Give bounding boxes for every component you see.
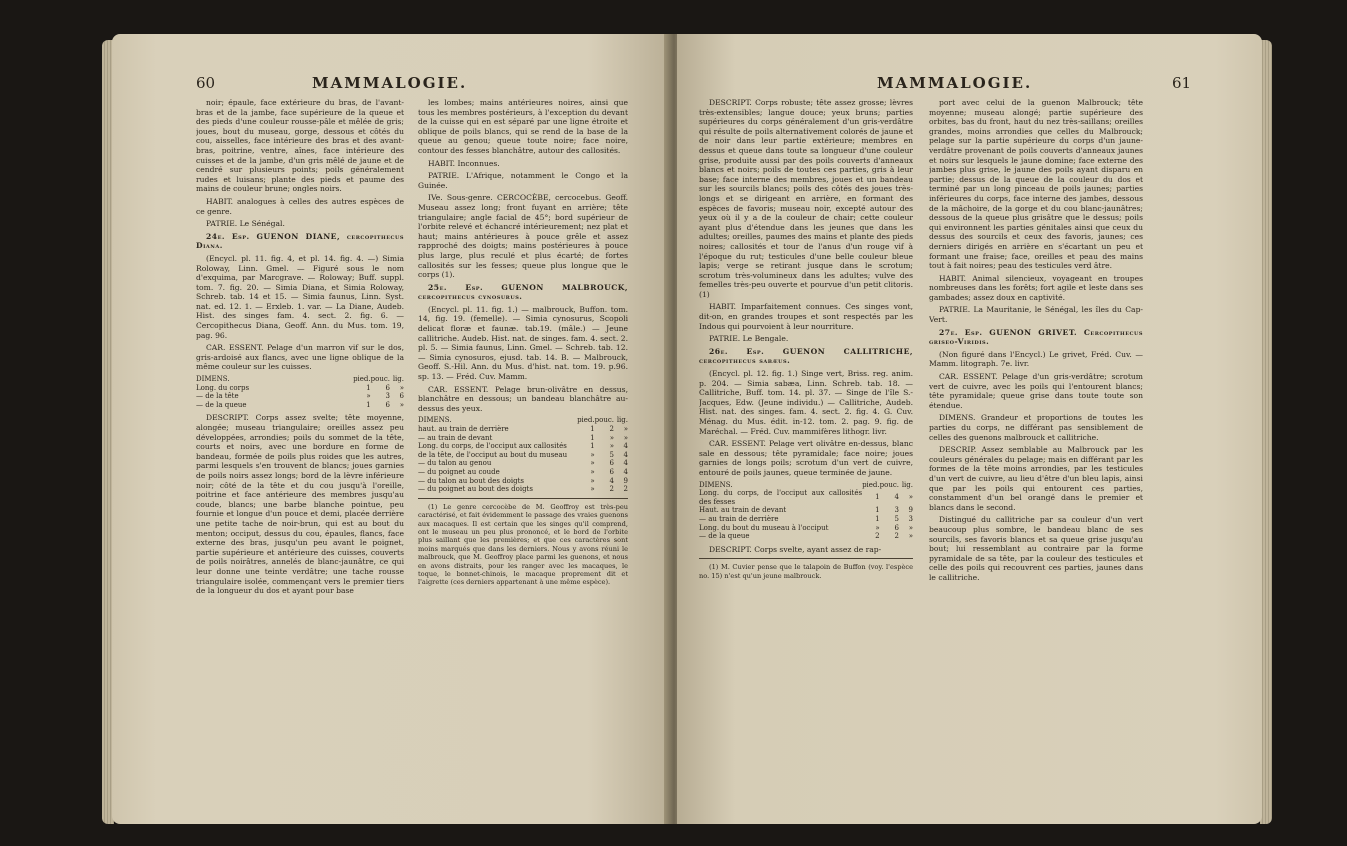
dims-head: pouc. <box>370 375 390 384</box>
open-book <box>112 34 1262 834</box>
paragraph: DESCRIP. Assez semblable au Malbrouck par les couleurs générales du pelage; mais en différant par les formes de la tête moins arrondies, par les testicules d'un vert de cuivre, au lieu d'être d'un bleu lapis, ainsi que par les poils qui entourent ces parties, constamment d'un bel orangé dans le premier et blancs dans le second. <box>929 445 1143 512</box>
page-number-left: 60 <box>196 74 216 92</box>
dims-head: pied. <box>577 416 595 425</box>
table-row: Haut. au train de devant 1 3 9 <box>699 506 913 515</box>
dims-head: pouc. <box>594 416 614 425</box>
paragraph: DESCRIPT. Corps assez svelte; tête moyenne, alongée; museau triangulaire; oreilles assez peu développées, arrondies; poils du sommet de la tête, courts et noirs, avec une bordure en forme de bandeau, formée de poils plus roides que les autres, parmi lesquels s'en trouvent de blancs; joues garnies de poils noirs assez longs; bord de la lèvre inférieure noir; côté de la tête et du cou jusqu'à l'oreille, poitrine et face antérieure des membres jusqu'au coude, blancs; une barbe blanche pointue, peu fournie et longue d'un pouce et demi, placée derrière une petite tache de noir-brun, qui est au bout du menton; occiput, dessus du cou, épaules, flancs, face externe des bras, jusqu'un peu avant le poignet, partie supérieure et antérieure des cuisses, couverts de poils noirâtres, annelés de blanc-jaunâtre, ce qui leur donne une teinte verdâtre; une tache rousse triangulaire isolée, commençant vers le premier tiers de la longueur du dos et ayant pour base <box>196 413 404 596</box>
table-row: — du poignet au coude » 6 4 <box>418 467 628 476</box>
paragraph: (Encycl. pl. 11. fig. 1.) — malbrouck, Buffon. tom. 14, fig. 19. (femelle). — Simia cynosurus, Scopoli delicat floræ et faunæ. tab.19. (mâle.) — Jeune callitriche. Audeb. Hist. nat. de singes. fam. 4. sect. 2. pl. 5. — Simia faunus, Linn. Gmel. — Schreb. tab. 12. — Simia cynosuros, ejusd. tab. 14. B. — Malbrouck, Geoff. S.-Hil. Ann. du Mus. d'hist. nat. tom. 19. p.96. sp. 13. — Fréd. Cuv. Mamm. <box>418 304 628 382</box>
paragraph: HABIT. analogues à celles des autres espèces de ce genre. <box>196 196 404 216</box>
paragraph: port avec celui de la guenon Malbrouck; tête moyenne; museau alongé; partie supérieure des orbites, bas du front, haut du nez très-saillans; oreilles grandes, moins arrondies que celles du Malbrouck; pelage sur la partie supérieure du corps d'un jaune-verdâtre provenant de poils couverts d'anneaux jaunes et noirs sur lesquels le jaune domine; face externe des jambes plus grise, le jaune des poils ayant disparu en partie; dessus de la queue de la couleur du dos et terminé par un long pinceau de poils jaunes; parties inférieures du corps, face interne des jambes, dessous de la mâchoire, de la gorge et du cou blanc-jaunâtres; dessous de la queue plus grisâtre que le dessus; poils qui environnent les parties génitales ainsi que ceux du dessus des sourcils et ceux des favoris, jaunes; ces derniers dirigés en arrière en s'écartant un peu et formant une fraise; face, oreilles et peau des mains tout à fait noires; peau des testicules verd âtre. <box>929 98 1143 271</box>
table-row: — de la queue 1 6 » <box>196 400 404 409</box>
paragraph: HABIT. Imparfaitement connues. Ces singes vont, dit-on, en grandes troupes et sont respectés par les Indous qui pourvoient à leur nourriture. <box>699 302 913 331</box>
paragraph: (Encycl. pl. 11. fig. 4, et pl. 14. fig. 4. —) Simia Roloway, Linn. Gmel. — Figuré sous le nom d'exquima, par Marcgrave. — Roloway; Buff. suppl. tom. 7. fig. 20. — Simia Diana, et Simia Roloway, Schreb. tab. 14 et 15. — Simia faunus, Linn. Syst. nat. ed. 12. 1. — Erxleb. 1. var. — La Diane, Audeb. Hist. des singes fam. 4. sect. 2. fig. 6. — Cercopithecus Diana, Geoff. Ann. du Mus. tom. 19, pag. 96. <box>196 253 404 340</box>
paragraph: noir; épaule, face extérieure du bras, de l'avant-bras et de la jambe, face supérieure de la queue et des pieds d'une couleur rousse-pâle et mêlée de gris; joues, bout du museau, gorge, dessous et côtés du cou, aisselles, face intérieure des bras et des avant-bras, poitrine, ventre, aînes, face intérieure des cuisses et de la jambe, d'un gris mêlé de jaune et de cendré sur plusieurs points; poils généralement rudes et luisans; plante des pieds et paume des mains de couleur brune; ongles noirs. <box>196 98 404 194</box>
table-row: — de la queue 2 2 » <box>699 532 913 541</box>
paragraph: DESCRIPT. Corps svelte, ayant assez de rap- <box>709 544 882 554</box>
species-heading: 27e. Esp. GUENON GRIVET. Cercopithecus griseo-Viridis. <box>929 327 1143 347</box>
running-header-left: MAMMALOGIE. <box>312 74 468 92</box>
paragraph: CAR. ESSENT. Pelage d'un gris-verdâtre; scrotum vert de cuivre, avec les poils qui l'entourent blancs; tête pyramidale; queue grise dans toute toute son étendue. <box>929 372 1143 410</box>
paragraph: HABIT. Animal silencieux, voyageant en troupes nombreuses dans les forêts; fort agile et leste dans ses gambades; assez doux en captivité. <box>929 273 1143 302</box>
paragraph: PATRIE. Le Sénégal. <box>206 219 285 229</box>
footnote: (1) M. Cuvier pense que le talapoin de Buffon (voy. l'espèce no. 15) n'est qu'un jeune malbrouck. <box>699 563 913 580</box>
footnote: (1) Le genre cercocèbe de M. Geoffroy est très-peu caractérisé, et fait évidemment le passage des vraies guenons aux macaques. Il est certain que les singes qu'il comprend, ont le museau un peu plus prononcé, et le bord de l'orbite plus saillant que les premières; et que ces caractères sont moins marqués que dans les derniers. Nous y avons réuni le malbrouck, que M. Geoffroy place parmi les guenons, et nous en avons distraits, pour les ranger avec les macaques, le toque, le bonnet-chinois, le macaque proprement dit et l'aigrette (ces derniers appartenant à une même espèce). <box>418 502 628 587</box>
table-row: — du talon au bout des doigts » 4 9 <box>418 476 628 485</box>
footnote-rule <box>699 558 913 559</box>
table-row: Long. du corps 1 6 » <box>196 383 404 392</box>
dims-head: lig. <box>616 416 628 425</box>
dimensions-table <box>699 481 913 541</box>
table-row: de la tête, de l'occiput au bout du museau » 5 4 <box>418 450 628 459</box>
paragraph: les lombes; mains antérieures noires, ainsi que tous les membres postérieurs, à l'exception du devant de la cuisse qui en est séparé par une ligne étroite et oblique de poils blancs, qui se rend de la base de la queue au genou; queue toute noire; face noire, contour des fesses blanchâtre, autour des callosités. <box>418 98 628 155</box>
subgenus-heading: IVe. Sous-genre. CERCOCÈBE, cercocebus. Geoff. Museau assez long; front fuyant en arrière; tête triangulaire; angle facial de 45°; bord supérieur de l'orbite relevé et échancré intérieurement; nez plat et haut; mains antérieures à pouce grêle et assez rapproché des doigts; mains postérieures à pouce plus large, plus reculé et plus écarté; de fortes callosités sur les fesses; queue plus longue que le corps (1). <box>418 193 628 280</box>
dims-head: pied. <box>353 375 371 384</box>
dims-head: lig. <box>392 375 404 384</box>
dims-label: DIMENS. <box>699 480 733 489</box>
dims-head: pied. <box>862 480 880 489</box>
paragraph: DESCRIPT. Corps robuste; tête assez grosse; lèvres très-extensibles; langue douce; yeux bruns; parties supérieures du corps généralement d'un gris-verdâtre qui résulte de poils alternativement colorés de jaune et de noir dans leur partie extérieure; membres en dessus et queue dans toute sa longueur d'une couleur grise, produite aussi par des poils couverts d'anneaux blancs et noirs; poils de toutes ces parties, gris à leur base; face interne des membres, joues et un bandeau sur les sourcils blancs; poils des côtés des joues très-longs et se dirigeant en arrière, en formant des espèces de favoris; museau noir, excepté autour des yeux où il y a de la couleur de chair; cette couleur ayant plus d'étendue dans les jeunes que dans les adultes; oreilles, paumes des mains et plante des pieds noires; callosités et tour de l'anus d'un rouge vif à l'époque du rut; testicules d'une belle couleur bleue lapis; verge se retirant jusque dans le scrotum; scrotum très-volumineux dans les adultes; vulve des femelles très-peu ouverte et pourvue d'un petit clitoris. (1) <box>699 98 913 299</box>
dims-label: DIMENS. <box>418 416 452 425</box>
right-column-2 <box>929 98 1143 810</box>
paragraph: CAR. ESSENT. Pelage vert olivâtre en-dessus, blanc sale en dessous; tête pyramidale; face noire; joues garnies de longs poils; scrotum d'un vert de cuivre, entouré de poils jaunes, queue terminée de jaune. <box>699 439 913 477</box>
table-row: — de la tête » 3 6 <box>196 392 404 401</box>
paragraph: PATRIE. L'Afrique, notamment le Congo et la Guinée. <box>418 171 628 190</box>
right-column-1 <box>699 98 913 810</box>
table-row: haut. au train de derrière 1 2 » <box>418 425 628 433</box>
dimensions-table <box>418 416 628 493</box>
paragraph: DIMENS. Grandeur et proportions de toutes les parties du corps, ne différant pas sensiblement de celles des guenons malbrouck et callitriche. <box>929 413 1143 442</box>
species-heading: 25e. Esp. GUENON MALBROUCK, cercopithecus cynosurus. <box>418 282 628 302</box>
table-row: — au train de derrière 1 5 3 <box>699 514 913 523</box>
table-row: — du talon au genou » 6 4 <box>418 459 628 468</box>
paragraph: CAR. ESSENT. Pelage brun-olivâtre en dessus, blanchâtre en dessous; un bandeau blanchâtre au-dessus des yeux. <box>418 384 628 413</box>
dims-head: pouc. <box>879 480 899 489</box>
table-row: — du poignet au bout des doigts » 2 2 <box>418 485 628 494</box>
paragraph: CAR. ESSENT. Pelage d'un marron vif sur le dos, gris-ardoisé aux flancs, avec une ligne oblique de la même couleur sur les cuisses. <box>196 343 404 372</box>
dims-head: lig. <box>901 480 913 489</box>
dimensions-table <box>196 375 404 409</box>
paragraph: PATRIE. Le Bengale. <box>709 334 789 344</box>
table-row: Long. du corps, de l'occiput aux callosités des fesses 1 4 » <box>699 489 913 506</box>
table-row: — au train de devant 1 » » <box>418 433 628 442</box>
table-row: Long. du bout du museau à l'occiput » 6 » <box>699 523 913 532</box>
table-row: Long. du corps, de l'occiput aux callosités 1 » 4 <box>418 442 628 451</box>
species-heading: 24e. Esp. GUENON DIANE, cercopithecus Diana. <box>196 231 404 251</box>
paragraph: Distingué du callitriche par sa couleur d'un vert beaucoup plus sombre, le bandeau blanc de ses sourcils, ses favoris blancs et sa queue grise jusqu'au bout; lui ressemblant au contraire par la forme pyramidale de sa tête, par la couleur des testicules et celle des poils qui recouvrent ces parties, jaunes dans le callitriche. <box>929 515 1143 582</box>
left-column-2 <box>418 98 628 810</box>
paragraph: (Encycl. pl. 12. fig. 1.) Singe vert, Briss. reg. anim. p. 204. — Simia sabæa, Linn. Schreb. tab. 18. — Callitriche, Buff. tom. 14. pl. 37. — Singe de l'île S.-Jacques, Edw. (Jeune individu.) — Callitriche, Audeb. Hist. nat. des singes. fam. 4. sect. 2. fig. 4. G. Cuv. Ménag. du Mus. édit. in-12. tom. 2. pag. 9. fig. de Maréchal. — Fréd. Cuv. mammifères lithogr. livr. <box>699 369 913 436</box>
dims-label: DIMENS. <box>196 375 230 384</box>
left-column-1 <box>196 98 404 810</box>
left-page <box>112 34 672 824</box>
footnote-rule <box>418 498 628 499</box>
paragraph: (Non figuré dans l'Encycl.) Le grivet, Fréd. Cuv. — Mamm. litograph. 7e. livr. <box>929 349 1143 369</box>
paragraph: PATRIE. La Mauritanie, le Sénégal, les îles du Cap-Vert. <box>929 305 1143 325</box>
right-page <box>677 34 1262 824</box>
paragraph: HABIT. Inconnues. <box>428 158 500 168</box>
running-header-right: MAMMALOGIE. <box>877 74 1033 92</box>
species-heading: 26e. Esp. GUENON CALLITRICHE, cercopithecus sabæus. <box>699 346 913 366</box>
page-number-right: 61 <box>1172 74 1192 92</box>
